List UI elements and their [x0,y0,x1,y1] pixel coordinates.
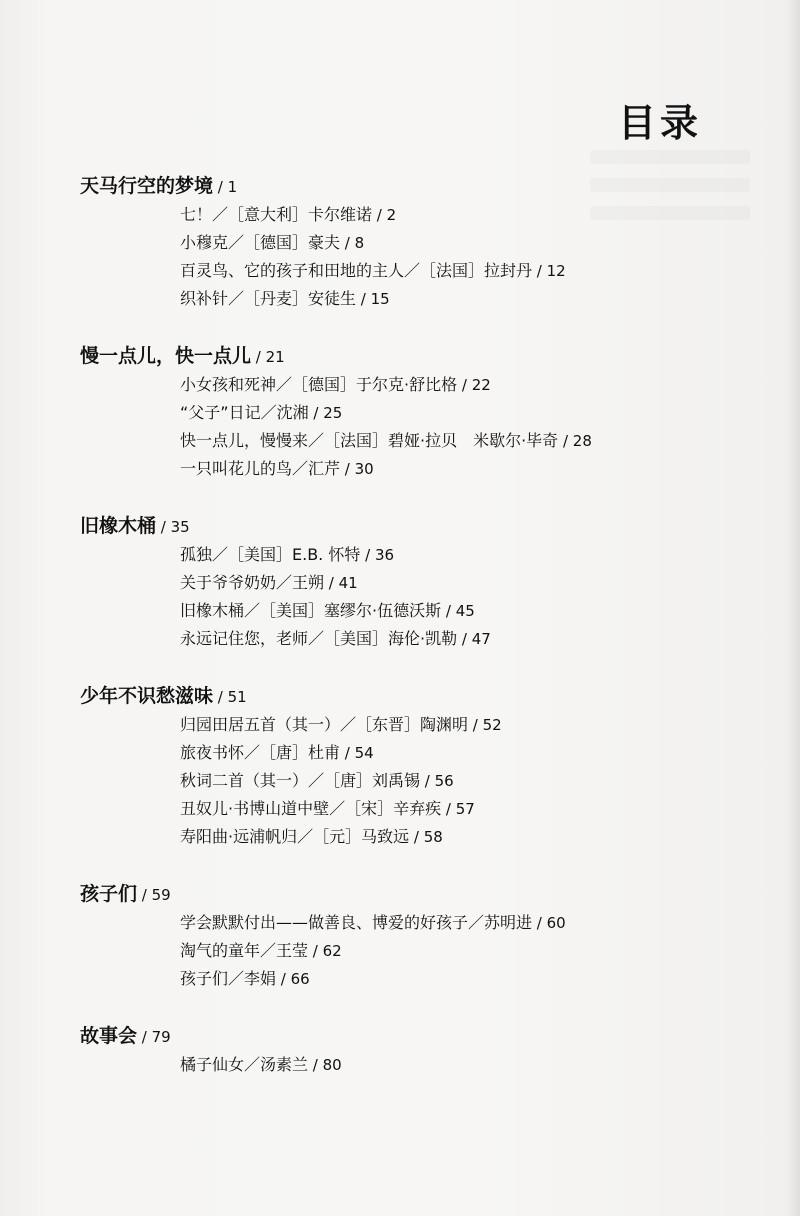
entry-list [180,371,720,483]
entry-page-number: 30 [354,460,374,478]
toc-entry[interactable] [180,201,720,229]
entry-page-number: 56 [434,772,454,790]
table-of-contents [80,172,720,1108]
entry-page-number: 66 [290,970,310,988]
toc-entry[interactable] [180,597,720,625]
entry-page-number: 54 [354,744,374,762]
section-heading[interactable] [80,1022,720,1051]
toc-entry[interactable] [180,455,720,483]
toc-section [80,172,720,313]
toc-entry[interactable] [180,909,720,937]
page-title: 目录 [617,100,702,145]
entry-page-number: 80 [322,1056,342,1074]
toc-entry[interactable] [180,937,720,965]
entry-title: 小穆克／［德国］豪夫 [180,233,341,252]
page-separator: / [156,518,171,536]
entry-list [180,711,720,851]
entry-title: 秋词二首（其一）／［唐］刘禹锡 [180,771,421,790]
page-separator: / [356,290,371,308]
page-separator: / [137,1028,152,1046]
page-separator: / [308,942,323,960]
entry-title: 七！／［意大利］卡尔维诺 [180,205,373,224]
toc-section [80,682,720,851]
section-page-number: 59 [151,886,171,904]
page-separator: / [276,970,291,988]
page-separator: / [340,460,355,478]
entry-page-number: 36 [374,546,395,564]
entry-page-number: 58 [423,828,443,846]
section-heading[interactable] [80,512,720,541]
section-title: 慢一点儿，快一点儿 [80,345,252,367]
entry-page-number: 62 [322,942,342,960]
section-title: 天马行空的梦境 [80,175,214,197]
page-separator: / [137,886,152,904]
entry-page-number: 28 [572,432,592,450]
toc-entry[interactable] [180,625,720,653]
toc-section [80,512,720,653]
entry-title: 学会默默付出——做善良、博爱的好孩子／苏明进 [180,913,533,932]
entry-title: 丑奴儿·书博山道中壁／［宋］辛弃疾 [180,799,442,818]
entry-page-number: 2 [386,206,397,224]
page-separator: / [468,716,483,734]
entry-title: 旧橡木桶／［美国］塞缪尔·伍德沃斯 [180,601,442,620]
entry-title: 孤独／［美国］E.B. 怀特 [180,545,361,564]
page-separator: / [308,404,324,422]
entry-title: 关于爷爷奶奶／王朔 [180,573,325,592]
page-separator: / [340,234,355,252]
section-page-number: 51 [227,688,247,706]
entry-page-number: 47 [471,630,491,648]
entry-title: 一只叫花儿的鸟／汇芹 [180,459,341,478]
page-separator: / [532,262,547,280]
section-heading[interactable] [80,880,720,909]
entry-list [180,1051,720,1079]
section-heading[interactable] [80,682,720,711]
page-separator: / [441,800,456,818]
entry-page-number: 60 [546,914,566,932]
page-separator: / [457,630,472,648]
toc-entry[interactable] [180,399,720,427]
toc-entry[interactable] [180,229,720,257]
toc-section [80,880,720,993]
entry-list [180,909,720,993]
entry-page-number: 57 [455,800,475,818]
section-page-number: 21 [265,348,285,366]
entry-title: “父子”日记／沈湘 [180,403,309,422]
entry-page-number: 52 [482,716,502,734]
toc-entry[interactable] [180,285,720,313]
entry-page-number: 22 [471,376,491,394]
toc-entry[interactable] [180,711,720,739]
page-separator: / [558,432,573,450]
section-page-number: 35 [170,518,190,536]
page-separator: / [441,602,456,620]
section-heading[interactable] [80,172,720,201]
page-separator: / [457,376,472,394]
toc-entry[interactable] [180,1051,720,1079]
page-separator: / [420,772,435,790]
page-separator: / [251,348,266,366]
page-separator: / [372,206,387,224]
entry-title: 橘子仙女／汤素兰 [180,1055,309,1074]
toc-entry[interactable] [180,739,720,767]
page-separator: / [340,744,355,762]
page-separator: / [532,914,547,932]
entry-page-number: 25 [323,404,343,422]
toc-entry[interactable] [180,427,720,455]
toc-section [80,1022,720,1079]
entry-title: 小女孩和死神／［德国］于尔克·舒比格 [180,375,458,394]
entry-title: 旅夜书怀／［唐］杜甫 [180,743,341,762]
toc-entry[interactable] [180,569,720,597]
toc-entry[interactable] [180,541,720,569]
entry-list [180,541,720,653]
toc-entry[interactable] [180,371,720,399]
toc-entry[interactable] [180,965,720,993]
section-title: 孩子们 [80,883,138,905]
entry-title: 归园田居五首（其一）／［东晋］陶渊明 [180,715,469,734]
entry-list [180,201,720,313]
page-separator: / [308,1056,323,1074]
toc-section [80,342,720,483]
section-title: 故事会 [80,1025,138,1047]
toc-entry[interactable] [180,823,720,851]
page-separator: / [213,178,228,196]
toc-entry[interactable] [180,767,720,795]
entry-page-number: 15 [370,290,390,308]
entry-title: 快一点儿，慢慢来／［法国］碧娅·拉贝 米歇尔·毕奇 [180,431,559,450]
section-title: 少年不识愁滋味 [80,685,214,707]
section-page-number: 1 [227,178,238,196]
entry-title: 寿阳曲·远浦帆归／［元］马致远 [180,827,410,846]
toc-entry[interactable] [180,795,720,823]
section-page-number: 79 [151,1028,171,1046]
toc-entry[interactable] [180,257,720,285]
entry-page-number: 8 [354,234,365,252]
entry-page-number: 45 [455,602,475,620]
entry-page-number: 12 [546,262,566,280]
entry-title: 永远记住您，老师／［美国］海伦·凯勒 [180,629,458,648]
entry-title: 百灵鸟、它的孩子和田地的主人／［法国］拉封丹 [180,261,533,280]
entry-title: 织补针／［丹麦］安徒生 [180,289,357,308]
entry-title: 淘气的童年／王莹 [180,941,309,960]
section-heading[interactable] [80,342,720,371]
section-title: 旧橡木桶 [80,515,157,537]
entry-page-number: 41 [338,574,358,592]
page-edge-shadow [786,0,800,1216]
page-separator: / [213,688,228,706]
entry-title: 孩子们／李娟 [180,969,277,988]
page-separator: / [324,574,339,592]
page-separator: / [409,828,424,846]
page-separator: / [360,546,375,564]
